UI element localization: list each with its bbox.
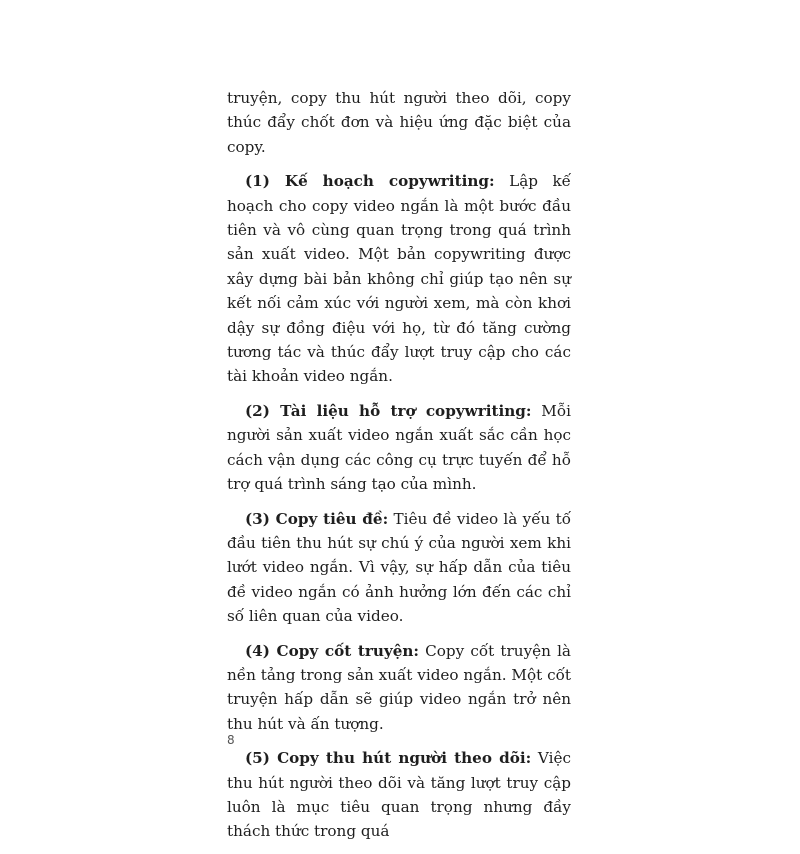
section-tài-liệu-hỗ-trợ bbox=[227, 399, 571, 497]
section-heading: (4) Copy cốt truyện: bbox=[245, 641, 420, 660]
intro-paragraph: truyện, copy thu hút người theo dõi, copy thúc đẩy chốt đơn và hiệu ứng đặc biệt của copy. bbox=[227, 89, 571, 156]
section-heading: (5) Copy thu hút người theo dõi: bbox=[245, 749, 532, 768]
section-copy-thu-hút bbox=[227, 746, 571, 844]
section-copy-tiêu-đề bbox=[227, 507, 571, 629]
section-body: Copy cốt truyện là nền tảng trong sản xuất video ngắn. Một cốt truyện hấp dẫn sẽ giúp video ngắn trở nên thu hút và ấn tượng. bbox=[227, 641, 571, 733]
section-body: Việc thu hút người theo dõi và tăng lượt truy cập luôn là mục tiêu quan trọng nhưng đầy thách thức trong quá bbox=[227, 749, 571, 841]
section-body: Lập kế hoạch cho copy video ngắn là một bước đầu tiên và vô cùng quan trọng trong quá trình sản xuất video. Một bản copywriting được xây dựng bài bản không chỉ giúp tạo nên sự kết nối cảm xúc với người xem, mà còn khơi dậy sự đồng điệu với họ, từ đó tăng cường tương tác và thúc đẩy lượt truy cập cho các tài khoản video ngắn. bbox=[227, 172, 571, 386]
section-copy-cốt-truyện bbox=[227, 639, 571, 737]
page-text-block bbox=[227, 86, 571, 854]
section-heading: (1) Kế hoạch copywriting: bbox=[245, 172, 495, 191]
section-kế-hoạch-copywriting bbox=[227, 169, 571, 389]
section-heading: (3) Copy tiêu đề: bbox=[245, 509, 389, 528]
section-body: Tiêu đề video là yếu tố đầu tiên thu hút sự chú ý của người xem khi lướt video ngắn. Vì vậy, sự hấp dẫn của tiêu đề video ngắn có ảnh hưởng lớn đến các chỉ số liên quan của video. bbox=[227, 509, 572, 626]
section-body: Mỗi người sản xuất video ngắn xuất sắc cần học cách vận dụng các công cụ trực tuyến để hỗ trợ quá trình sáng tạo của mình. bbox=[227, 401, 572, 494]
section-heading: (2) Tài liệu hỗ trợ copywriting: bbox=[245, 401, 532, 420]
page-number: 8 bbox=[227, 733, 235, 747]
